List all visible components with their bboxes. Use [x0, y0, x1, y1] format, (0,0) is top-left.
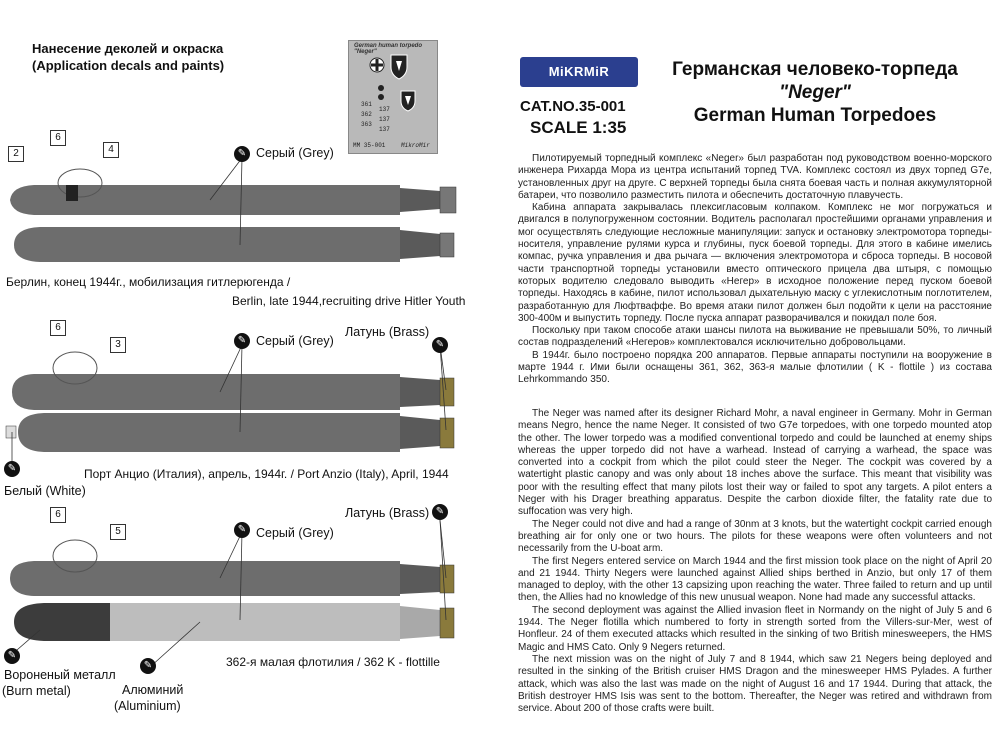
- decal-number: 361: [361, 101, 372, 108]
- scale-label: SCALE 1:35: [530, 118, 627, 137]
- profile-2-caption: Порт Анцио (Италия), апрель, 1944г. / Port Anzio (Italy), April, 1944: [84, 467, 449, 481]
- decal-number: 137: [379, 126, 390, 133]
- paint-label-white: Белый (White): [4, 484, 86, 498]
- decal-sheet-title: German human torpedo "Neger": [354, 43, 423, 55]
- profile-1-lower-torpedo: [14, 227, 454, 262]
- header-en: (Application decals and paints): [32, 58, 225, 73]
- decal-number: 363: [361, 121, 372, 128]
- profile-2-upper-torpedo: [12, 352, 454, 410]
- paragraph: Поскольку при таком способе атаки шансы пилота на выживание не превышали 50%, то личный состав подразделений «Негеров» комплектовался исключительно добровольцами.: [518, 325, 992, 349]
- paragraph: The Neger could not dive and had a range of 30nm at 3 knots, but the watertight cockpit carried enough breathing air for only one or two hours. The pilots for these weapons were often volunteers and not necessarily from the U-boat arm.: [518, 518, 992, 555]
- paint-aluminium-icon: ✎: [140, 658, 156, 674]
- brand-logo: MiKRMiR: [520, 57, 638, 87]
- paragraph: The next mission was on the night of July 7 and 8 1944, which saw 21 Negers being deployed and resulted in the sinking of the British cruiser HMS Dragon and the minesweeper HMS Pylades. A further attack, which was also the last was made on the night of August 16 and 17 1944. During that attack, the British destroyer HMS Isis was sent to the bottom. Thereafter, the Neger was retired and withdrawn from service. About 200 of those crafts were built.: [518, 653, 992, 715]
- paragraph: The second deployment was against the Allied invasion fleet in Normandy on the night of July 5 and 6 1944. The Neger flotilla which numbered to forty in strength sorted from the Villers-sur-Mer, west of Honfleur. 24 of them executed attacks which resulted in the sinking of two British minesweepers, the HMS Magic and HMS Cato. Only 9 Negers returned.: [518, 604, 992, 653]
- paint-burn-metal-icon: ✎: [4, 648, 20, 664]
- part-number-6: 6: [50, 320, 66, 336]
- paint-label-aluminium-en: (Aluminium): [114, 699, 181, 713]
- paint-label-brass: Латунь (Brass): [345, 506, 430, 520]
- part-number-4: 4: [103, 142, 119, 158]
- part-number-2: 2: [8, 146, 24, 162]
- paint-brass-icon: ✎: [432, 337, 448, 353]
- paint-grey-icon: ✎: [234, 333, 250, 349]
- profile-1-caption-en: Berlin, late 1944,recruiting drive Hitler Youth: [232, 294, 466, 308]
- part-number-6: 6: [50, 130, 66, 146]
- paragraph: Пилотируемый торпедный комплекс «Neger» был разработан под руководством военно-морского инженера Рихарда Мора из центра испытаний торпед TVA. Комплекс состоял из двух торпед G7e, установленных друг на друге. С верхней торпеды была снята боевая часть и полная аккумуляторной батареи, что позволило разместить пилота и обеспечить достаточную плавучесть.: [518, 153, 992, 201]
- profile-3-caption: 362-я малая флотилия / 362 K - flottille: [226, 655, 440, 669]
- paint-grey-icon: ✎: [234, 146, 250, 162]
- decal-number: 362: [361, 111, 372, 118]
- paint-label-burn-metal-ru: Вороненый металл: [4, 668, 116, 682]
- profile-1-upper-torpedo: [10, 169, 456, 215]
- description-en: [518, 408, 992, 715]
- paint-label-grey: Серый (Grey): [256, 334, 334, 348]
- paragraph: The first Negers entered service on March 1944 and the first mission took place on the night of April 20 and 21 1944. Thirty Negers were launched against Allied ships berthed in Anzio, but only 17 of them managed to deploy, with the other 13 capsizing upon reaching the water. Three failed to return and up until then, the Allies had no knowledge of this new unusual weapon. None had made any successful attacks.: [518, 555, 992, 604]
- profile-1-emblem-icon: [66, 185, 78, 201]
- decal-number: 137: [379, 116, 390, 123]
- description-ru: [518, 153, 992, 387]
- catalog-number: CAT.NO.35-001: [520, 98, 626, 115]
- header-ru: Нанесение деколей и окраска: [32, 41, 224, 56]
- decal-number: 137: [379, 106, 390, 113]
- paint-brass-icon: ✎: [432, 504, 448, 520]
- paragraph: В 1944г. было построено порядка 200 аппаратов. Первые аппараты поступили на вооружение в марте 1944 г. Ими были оснащены 361, 362, 363-я малые флотилии ( K - flottile ) из состава Lehrkommando 350.: [518, 349, 992, 386]
- paint-grey-icon: ✎: [234, 522, 250, 538]
- decal-code: MM 35-001: [353, 142, 386, 149]
- profile-1-caption-ru: Берлин, конец 1944г., мобилизация гитлерюгенда /: [6, 275, 291, 289]
- paint-label-burn-metal-en: (Burn metal): [2, 684, 71, 698]
- paint-label-grey: Серый (Grey): [256, 526, 334, 540]
- paint-white-icon: ✎: [4, 461, 20, 477]
- part-number-6: 6: [50, 507, 66, 523]
- title-en: German Human Torpedoes: [693, 105, 937, 126]
- profile-2-lower-torpedo: [6, 413, 454, 452]
- title-ru: Германская человеко-торпеда: [672, 59, 958, 80]
- profile-3-upper-torpedo: [10, 540, 454, 596]
- paragraph: The Neger was named after its designer Richard Mohr, a naval engineer in Germany. Mohr in German means Negro, hence the name Neger. It consisted of two G7e torpedoes, with one torpedo mounted atop the other. The lower torpedo was a modified conventional torpedo and could be launched at enemy ships whereas the upper torpedo did not have a warhead. Instead of carrying a warhead, the space was converted into a cockpit from which the pilot could steer the Neger. The cockpit was covered by a watertight plastic canopy and was only about 18 inches above the surface. This meant that visibility was poor with the resulting effect that many pilots lost their way or failed to spot any targets. A pilot enters a Neger with his Drager breathing apparatus. Despite the carbon dioxide filter, the fatality rate due to suffocation was very high.: [518, 408, 992, 518]
- paint-label-aluminium-ru: Алюминий: [122, 683, 184, 697]
- paint-label-grey: Серый (Grey): [256, 146, 334, 160]
- paragraph: Кабина аппарата закрывалась плексигласовым колпаком. Комплекс не мог погружаться и двигался в полупогруженном состоянии. Водитель располагал простейшими органами управления и мог осуществлять следующие несложные манипуляции: запуск и остановку электромотора торпеды-носителя, управление рулями курса и глубины, пуск боевой торпеды. Для этого в кабине имелись компас, ручка управления и два рычага — включения электромотора и сброса торпеды. В носовой части транспортной торпеды установили вместо оптического прицела два штыря, с помощью которых водителю следовало выводить «Негер» в исходное положение перед пуском боевой торпеды. Находясь в кабине, пилот использовал дыхательную маску с углекислотным поглотителем, разработанную для Люфтваффе. Во время атаки пилот должен был подойти к цели на расстояние 300-400м и выпустить торпеду. После пуска аппарат разворачивался и покидал поле боя.: [518, 202, 992, 324]
- title-name: "Neger": [779, 82, 851, 103]
- profile-3-lower-torpedo: [14, 603, 454, 641]
- part-number-5: 5: [110, 524, 126, 540]
- decal-maker: MikroMir: [401, 142, 430, 149]
- paint-label-brass: Латунь (Brass): [345, 325, 430, 339]
- part-number-3: 3: [110, 337, 126, 353]
